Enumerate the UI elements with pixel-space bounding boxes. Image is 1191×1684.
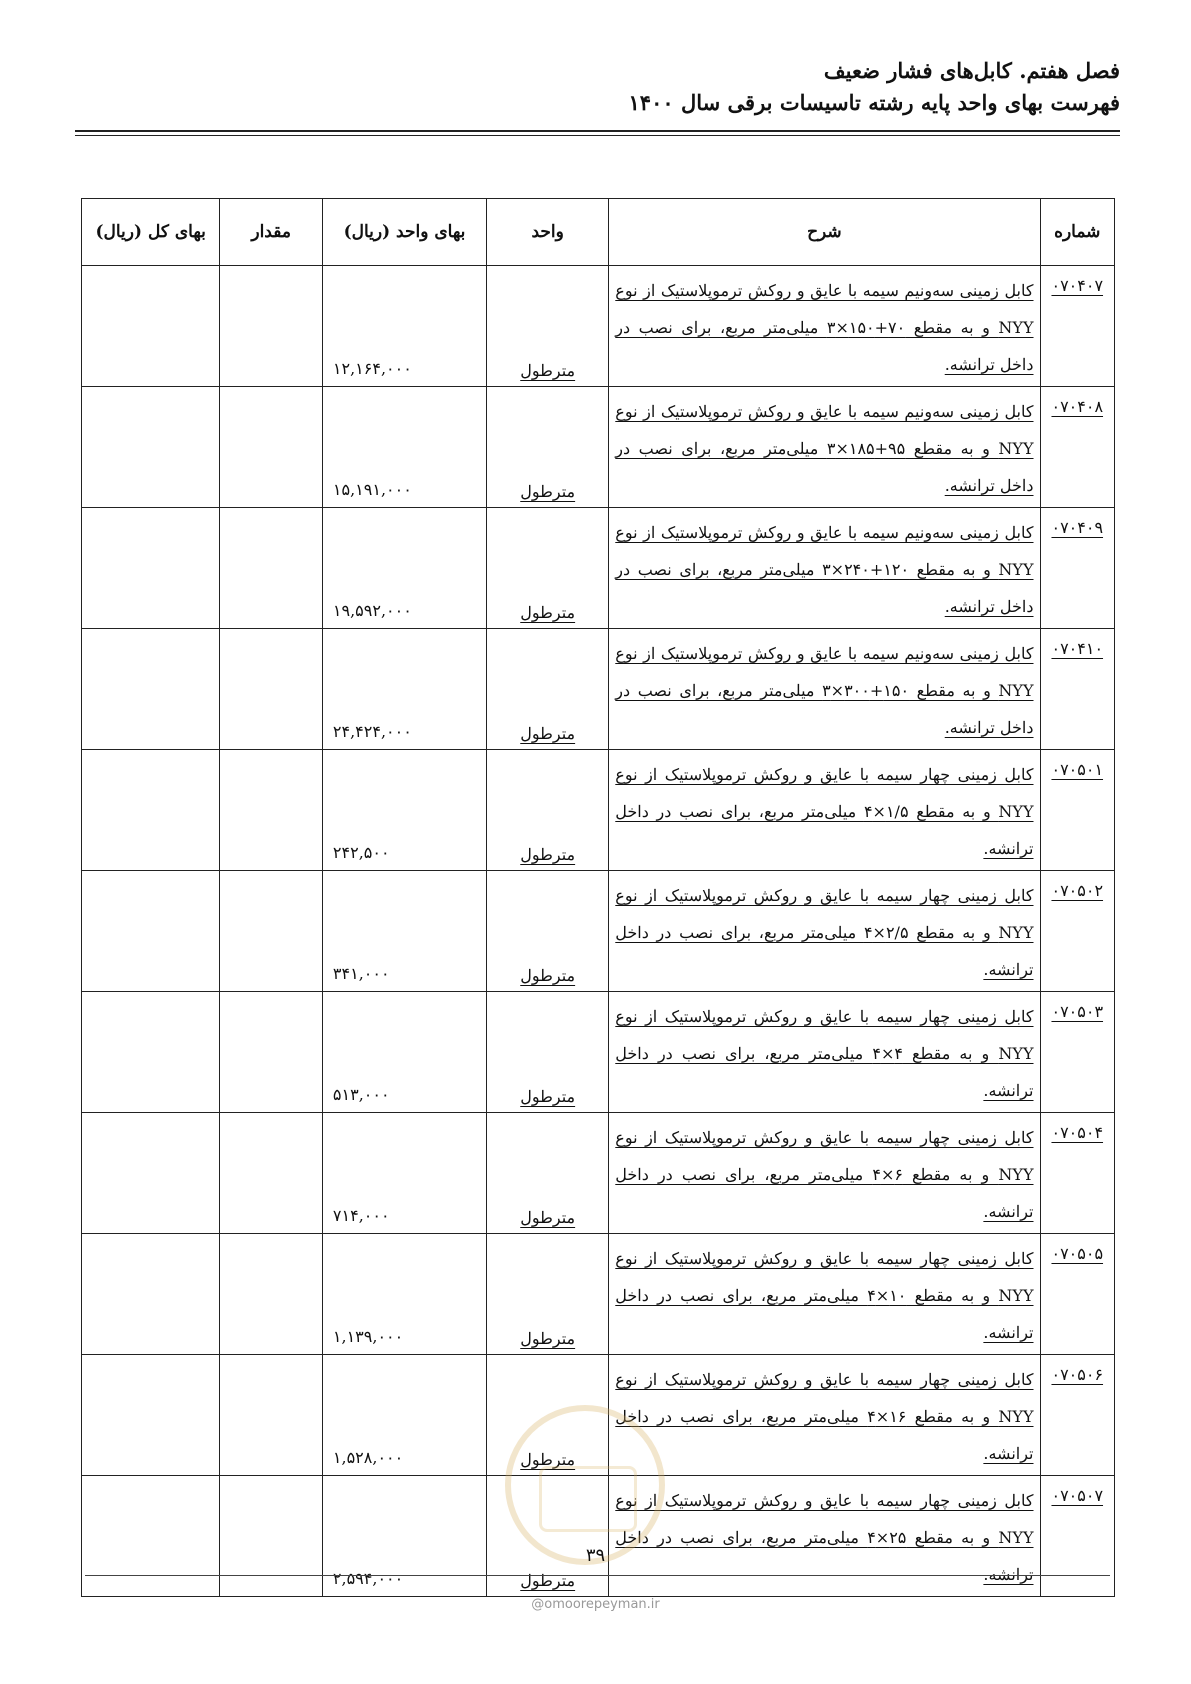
quantity-cell [220, 1234, 323, 1355]
item-unit: مترطول [520, 1329, 576, 1348]
quantity-cell [220, 629, 323, 750]
table-row [82, 266, 1115, 387]
item-description: کابل زمینی چهار سیمه با عایق و روکش ترموپلاستیک از نوع NYY و به مقطع ۱۰×۴ میلی‌متر مربع، برای نصب در داخل ترانشه. [615, 1249, 1034, 1342]
item-number: ۰۷۰۵۰۲ [1051, 881, 1104, 900]
unit-price-cell: ۱۲,۱۶۴,۰۰۰ [322, 266, 486, 387]
item-description: کابل زمینی چهار سیمه با عایق و روکش ترموپلاستیک از نوع NYY و به مقطع ۲/۵×۴ میلی‌متر مربع، برای نصب در داخل ترانشه. [615, 886, 1034, 979]
description-cell [609, 992, 1040, 1113]
item-number: ۰۷۰۵۰۷ [1051, 1486, 1104, 1505]
item-number-cell [1040, 1355, 1115, 1476]
footer-divider [85, 1575, 1110, 1576]
quantity-cell [220, 1476, 323, 1597]
header-divider [75, 130, 1120, 132]
item-unit: مترطول [520, 1450, 576, 1469]
item-number-cell [1040, 992, 1115, 1113]
table-row [82, 1234, 1115, 1355]
unit-cell [487, 629, 609, 750]
unit-price-cell: ۱,۱۳۹,۰۰۰ [322, 1234, 486, 1355]
description-cell [609, 508, 1040, 629]
website-watermark: @omoorepeyman.ir [531, 1597, 660, 1612]
item-unit: مترطول [520, 603, 576, 622]
item-unit: مترطول [520, 845, 576, 864]
item-number-cell [1040, 629, 1115, 750]
chapter-title: فصل هفتم. کابل‌های فشار ضعیف [823, 58, 1120, 83]
total-price-cell [82, 1113, 220, 1234]
unit-price-cell: ۵۱۳,۰۰۰ [322, 992, 486, 1113]
unit-price-cell: ۲,۵۹۴,۰۰۰ [322, 1476, 486, 1597]
description-cell [609, 1476, 1040, 1597]
column-header-description: شرح [609, 199, 1040, 266]
page-number: ۳۹ [585, 1545, 606, 1566]
item-number: ۰۷۰۴۰۷ [1051, 276, 1104, 295]
quantity-cell [220, 387, 323, 508]
price-list-table [81, 198, 1115, 1597]
unit-price-cell: ۱۵,۱۹۱,۰۰۰ [322, 387, 486, 508]
unit-cell [487, 992, 609, 1113]
unit-price-cell: ۱,۵۲۸,۰۰۰ [322, 1355, 486, 1476]
document-subtitle: فهرست بهای واحد پایه رشته تاسیسات برقی سال ۱۴۰۰ [628, 90, 1120, 115]
table-row [82, 387, 1115, 508]
item-unit: مترطول [520, 482, 576, 501]
description-cell [609, 750, 1040, 871]
quantity-cell [220, 750, 323, 871]
unit-price-cell: ۲۴,۴۲۴,۰۰۰ [322, 629, 486, 750]
item-unit: مترطول [520, 1208, 576, 1227]
item-number: ۰۷۰۴۰۸ [1051, 397, 1104, 416]
item-description: کابل زمینی چهار سیمه با عایق و روکش ترموپلاستیک از نوع NYY و به مقطع ۱/۵×۴ میلی‌متر مربع، برای نصب در داخل ترانشه. [615, 765, 1034, 858]
item-unit: مترطول [520, 361, 576, 380]
description-cell [609, 1113, 1040, 1234]
table-row [82, 1113, 1115, 1234]
quantity-cell [220, 266, 323, 387]
item-description: کابل زمینی چهار سیمه با عایق و روکش ترموپلاستیک از نوع NYY و به مقطع ۱۶×۴ میلی‌متر مربع، برای نصب در داخل ترانشه. [615, 1370, 1034, 1463]
unit-cell [487, 266, 609, 387]
item-number-cell [1040, 750, 1115, 871]
column-header-total-price: بهای کل (ریال) [82, 199, 220, 266]
item-description: کابل زمینی چهار سیمه با عایق و روکش ترموپلاستیک از نوع NYY و به مقطع ۶×۴ میلی‌متر مربع، برای نصب در داخل ترانشه. [615, 1128, 1034, 1221]
item-unit: مترطول [520, 1571, 576, 1590]
total-price-cell [82, 1355, 220, 1476]
item-number: ۰۷۰۵۰۵ [1051, 1244, 1104, 1263]
item-number: ۰۷۰۵۰۴ [1051, 1123, 1104, 1142]
item-number: ۰۷۰۴۱۰ [1051, 639, 1104, 658]
table-row [82, 992, 1115, 1113]
total-price-cell [82, 629, 220, 750]
unit-cell [487, 1113, 609, 1234]
unit-price-cell: ۳۴۱,۰۰۰ [322, 871, 486, 992]
description-cell [609, 266, 1040, 387]
unit-price-cell: ۲۴۲,۵۰۰ [322, 750, 486, 871]
unit-cell [487, 387, 609, 508]
table-row [82, 750, 1115, 871]
total-price-cell [82, 387, 220, 508]
table-row [82, 629, 1115, 750]
total-price-cell [82, 266, 220, 387]
item-description: کابل زمینی چهار سیمه با عایق و روکش ترموپلاستیک از نوع NYY و به مقطع ۲۵×۴ میلی‌متر مربع، برای نصب در داخل ترانشه. [615, 1491, 1034, 1584]
item-number-cell [1040, 1113, 1115, 1234]
quantity-cell [220, 871, 323, 992]
column-header-quantity: مقدار [220, 199, 323, 266]
description-cell [609, 1355, 1040, 1476]
quantity-cell [220, 1113, 323, 1234]
unit-price-cell: ۷۱۴,۰۰۰ [322, 1113, 486, 1234]
quantity-cell [220, 1355, 323, 1476]
item-description: کابل زمینی سه‌ونیم سیمه با عایق و روکش ترموپلاستیک از نوع NYY و به مقطع ۹۵+۱۸۵×۳ میلی‌متر مربع، برای نصب در داخل ترانشه. [615, 402, 1034, 495]
description-cell [609, 1234, 1040, 1355]
description-cell [609, 871, 1040, 992]
item-number-cell [1040, 1476, 1115, 1597]
item-number-cell [1040, 1234, 1115, 1355]
column-header-unit: واحد [487, 199, 609, 266]
item-unit: مترطول [520, 966, 576, 985]
item-number: ۰۷۰۵۰۳ [1051, 1002, 1104, 1021]
item-number-cell [1040, 871, 1115, 992]
item-number: ۰۷۰۵۰۶ [1051, 1365, 1104, 1384]
item-unit: مترطول [520, 1087, 576, 1106]
item-description: کابل زمینی چهار سیمه با عایق و روکش ترموپلاستیک از نوع NYY و به مقطع ۴×۴ میلی‌متر مربع، برای نصب در داخل ترانشه. [615, 1007, 1034, 1100]
table-row [82, 508, 1115, 629]
unit-cell [487, 871, 609, 992]
item-number: ۰۷۰۴۰۹ [1051, 518, 1104, 537]
publisher-seal-watermark [505, 1405, 665, 1565]
header-divider-thin [75, 135, 1120, 136]
item-number-cell [1040, 508, 1115, 629]
total-price-cell [82, 992, 220, 1113]
quantity-cell [220, 992, 323, 1113]
table-row [82, 871, 1115, 992]
column-header-unit-price: بهای واحد (ریال) [322, 199, 486, 266]
description-cell [609, 629, 1040, 750]
unit-price-cell: ۱۹,۵۹۲,۰۰۰ [322, 508, 486, 629]
item-unit: مترطول [520, 724, 576, 743]
item-description: کابل زمینی سه‌ونیم سیمه با عایق و روکش ترموپلاستیک از نوع NYY و به مقطع ۷۰+۱۵۰×۳ میلی‌متر مربع، برای نصب در داخل ترانشه. [615, 281, 1034, 374]
quantity-cell [220, 508, 323, 629]
total-price-cell [82, 1476, 220, 1597]
item-description: کابل زمینی سه‌ونیم سیمه با عایق و روکش ترموپلاستیک از نوع NYY و به مقطع ۱۵۰+۳۰۰×۳ میلی‌متر مربع، برای نصب در داخل ترانشه. [615, 644, 1034, 737]
item-number: ۰۷۰۵۰۱ [1051, 760, 1104, 779]
total-price-cell [82, 1234, 220, 1355]
table-header-row [82, 199, 1115, 266]
column-header-number: شماره [1040, 199, 1115, 266]
unit-cell [487, 508, 609, 629]
unit-cell [487, 750, 609, 871]
page-header [75, 55, 1120, 119]
item-number-cell [1040, 266, 1115, 387]
description-cell [609, 387, 1040, 508]
total-price-cell [82, 871, 220, 992]
item-description: کابل زمینی سه‌ونیم سیمه با عایق و روکش ترموپلاستیک از نوع NYY و به مقطع ۱۲۰+۲۴۰×۳ میلی‌متر مربع، برای نصب در داخل ترانشه. [615, 523, 1034, 616]
total-price-cell [82, 750, 220, 871]
total-price-cell [82, 508, 220, 629]
item-number-cell [1040, 387, 1115, 508]
unit-cell [487, 1234, 609, 1355]
